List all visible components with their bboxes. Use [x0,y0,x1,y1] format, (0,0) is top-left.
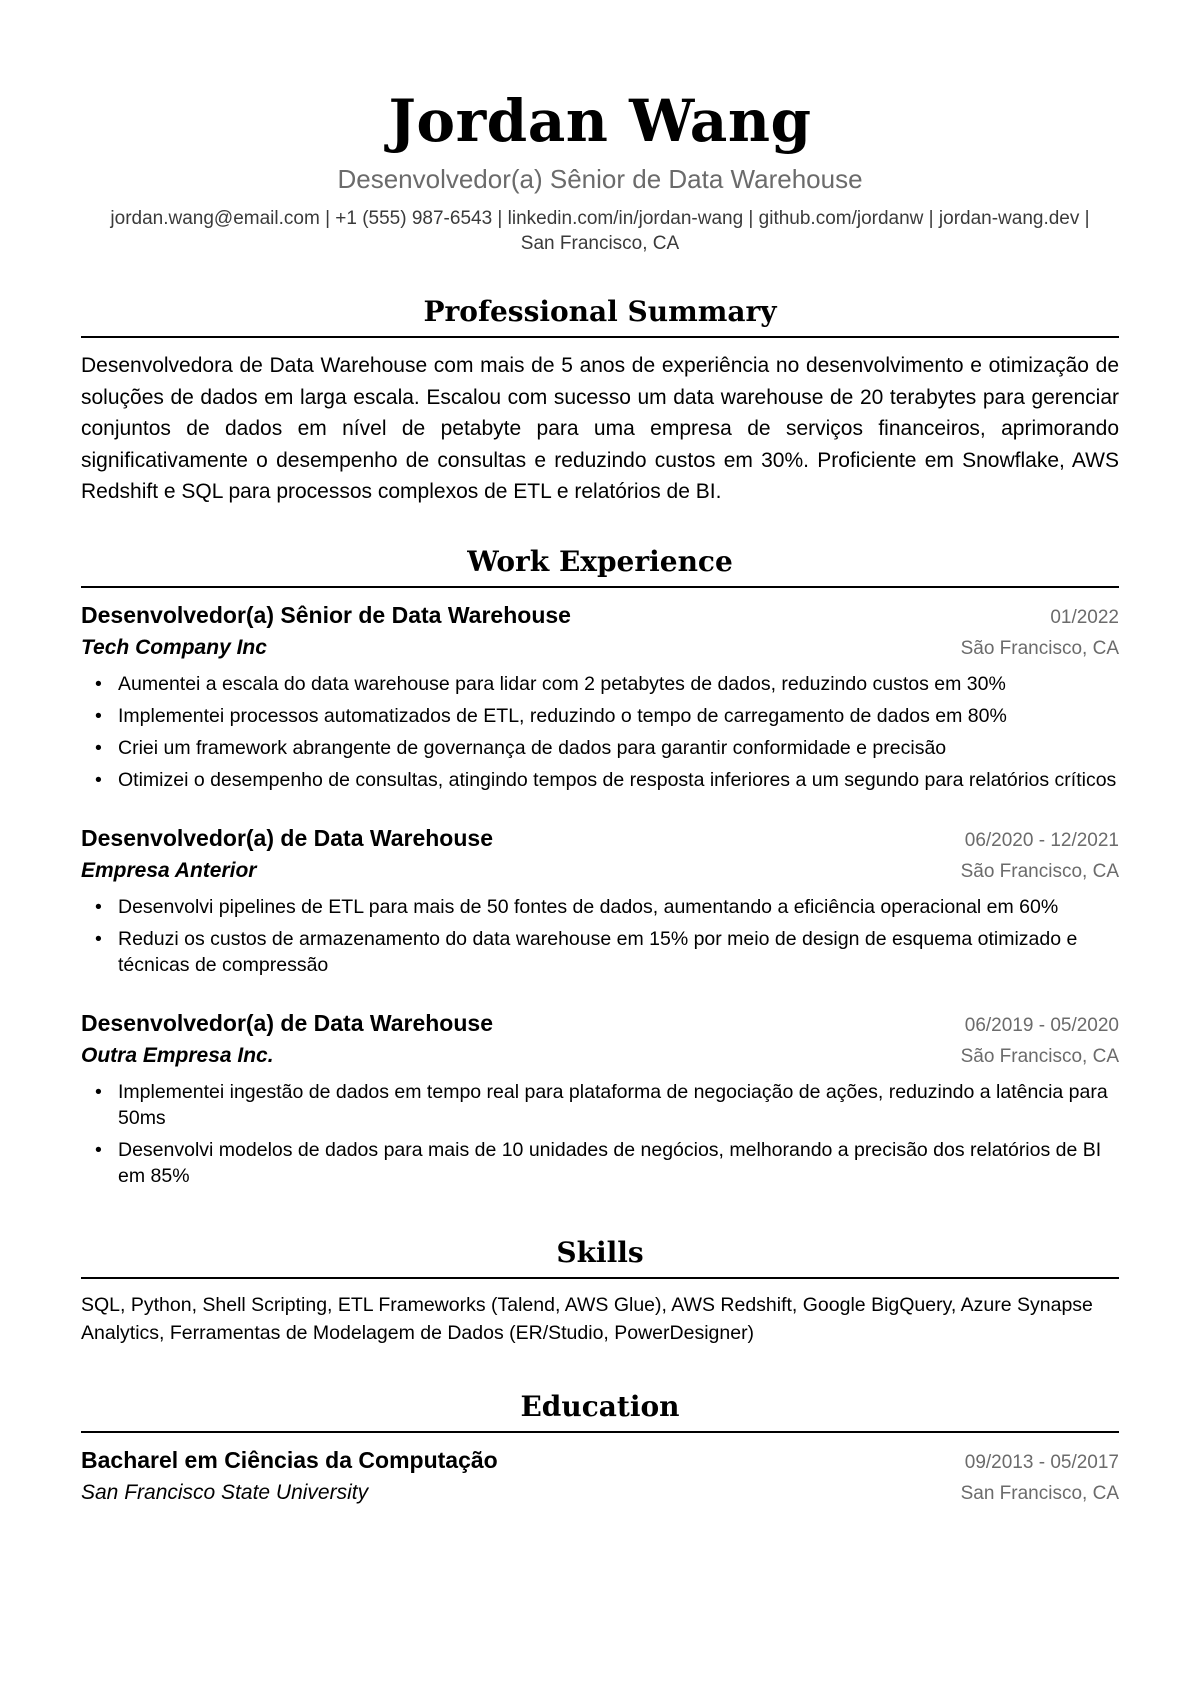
experience-heading: Work Experience [81,544,1119,588]
job-title: Desenvolvedor(a) Sênior de Data Warehouse [81,601,571,628]
job-entry [81,600,1119,793]
job-date: 06/2020 - 12/2021 [964,829,1119,851]
job-company: Tech Company Inc [81,635,267,659]
summary-text: Desenvolvedora de Data Warehouse com mais de 5 anos de experiência no desenvolvimento e otimização de soluções de dados em larga escala. Escalou com sucesso um data warehouse de 20 terabytes para gerenciar conjuntos de dados em nível de petabyte para uma empresa de serviços financeiros, aprimorando significativamente o desempenho de consultas e reduzindo custos em 30%. Proficiente em Snowflake, AWS Redshift e SQL para processos complexos de ETL e relatórios de BI. [81,354,1119,503]
education-location: San Francisco, CA [960,1482,1119,1504]
skills-section [81,1235,1119,1347]
job-bullets [81,1079,1119,1189]
contact-location: San Francisco, CA [520,233,680,254]
bullet-item: • Desenvolvi modelos de dados para mais de 10 unidades de negócios, melhorando a precisão dos relatórios de BI em 85% [81,1137,1119,1189]
job-bullets [81,894,1119,978]
degree-title: Bacharel em Ciências da Computação [81,1446,498,1473]
education-entry [81,1445,1119,1509]
contact-info [81,206,1119,256]
education-date: 09/2013 - 05/2017 [964,1451,1119,1473]
bullet-item: • Implementei processos automatizados de ETL, reduzindo o tempo de carregamento de dados em 80% [81,703,1119,729]
education-heading: Education [81,1389,1119,1433]
bullet-item: • Otimizei o desempenho de consultas, atingindo tempos de resposta inferiores a um segundo para relatórios críticos [81,767,1119,793]
skills-text: SQL, Python, Shell Scripting, ETL Frameworks (Talend, AWS Glue), AWS Redshift, Google BigQuery, Azure Synapse Analytics, Ferramentas de Modelagem de Dados (ER/Studio, PowerDesigner) [81,1293,1093,1344]
bullet-item: • Reduzi os custos de armazenamento do data warehouse em 15% por meio de design de esquema otimizado e técnicas de compressão [81,926,1119,978]
education-section [81,1389,1119,1509]
summary-section [81,294,1119,508]
job-date: 06/2019 - 05/2020 [964,1014,1119,1036]
job-title: Desenvolvedor(a) de Data Warehouse [81,1009,493,1036]
job-location: São Francisco, CA [960,860,1119,882]
job-bullets [81,671,1119,793]
candidate-name: Jordan Wang [388,87,812,155]
school-name: San Francisco State University [81,1480,369,1504]
experience-section [81,544,1119,1189]
job-date: 01/2022 [1050,606,1119,628]
bullet-item: • Desenvolvi pipelines de ETL para mais de 50 fontes de dados, aumentando a eficiência operacional em 60% [81,894,1119,920]
job-entry [81,823,1119,978]
bullet-item: • Aumentei a escala do data warehouse para lidar com 2 petabytes de dados, reduzindo custos em 30% [81,671,1119,697]
job-location: São Francisco, CA [960,1045,1119,1067]
bullet-item: • Criei um framework abrangente de governança de dados para garantir conformidade e precisão [81,735,1119,761]
job-company: Empresa Anterior [81,858,257,882]
job-location: São Francisco, CA [960,637,1119,659]
bullet-item: • Implementei ingestão de dados em tempo real para plataforma de negociação de ações, reduzindo a latência para 50ms [81,1079,1119,1131]
skills-heading: Skills [81,1235,1119,1279]
contact-line: jordan.wang@email.com | +1 (555) 987-6543 | linkedin.com/in/jordan-wang | github.com/jordanw | jordan-wang.dev | [110,208,1090,229]
resume-page [81,0,1119,1509]
job-title: Desenvolvedor(a) de Data Warehouse [81,824,493,851]
job-entry [81,1008,1119,1189]
candidate-title: Desenvolvedor(a) Sênior de Data Warehouse [337,164,863,194]
summary-heading: Professional Summary [81,294,1119,338]
job-company: Outra Empresa Inc. [81,1043,274,1067]
